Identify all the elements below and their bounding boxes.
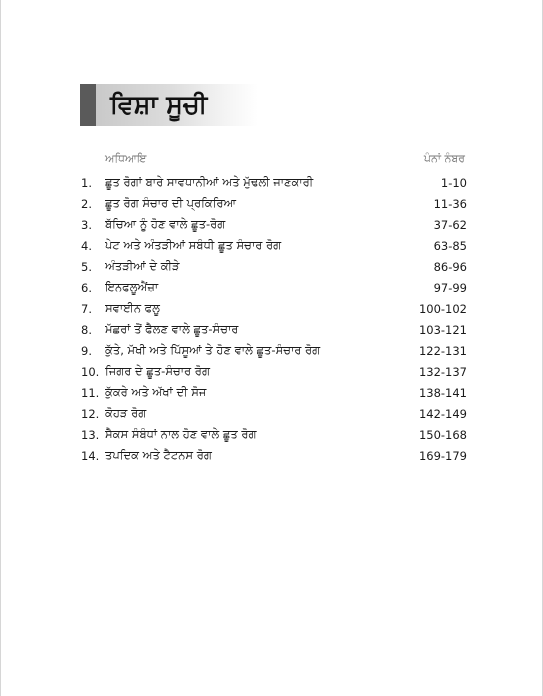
toc-entry-number: 8. bbox=[81, 322, 92, 337]
toc-entry-title: ਸਵਾਈਨ ਫਲੂ bbox=[105, 301, 160, 315]
toc-entry-title: ਤਪਦਿਕ ਅਤੇ ਟੈਟਨਸ ਰੋਗ bbox=[105, 448, 212, 462]
toc-entry[interactable] bbox=[81, 445, 467, 466]
table-of-contents bbox=[81, 172, 467, 466]
toc-entry[interactable] bbox=[81, 277, 467, 298]
toc-entry-title: ਬੱਚਿਆ ਨੂੰ ਹੋਣ ਵਾਲੇ ਛੂਤ-ਰੋਗ bbox=[105, 217, 226, 231]
toc-entry-pages: 1-10 bbox=[440, 175, 467, 190]
toc-entry-pages: 103-121 bbox=[418, 322, 467, 337]
toc-entry-pages: 100-102 bbox=[418, 301, 467, 316]
toc-entry-number: 5. bbox=[81, 259, 92, 274]
toc-entry-title: ਕੁੱਤੇ, ਮੱਖੀ ਅਤੇ ਪਿੱਸੂਆਂ ਤੇ ਹੋਣ ਵਾਲੇ ਛੂਤ-ਸੰਚਾਰ ਰੋਗ bbox=[105, 343, 321, 357]
toc-entry-pages: 63-85 bbox=[433, 238, 467, 253]
toc-entry[interactable] bbox=[81, 172, 467, 193]
toc-entry-title: ਕੁੱਕਰੇ ਅਤੇ ਅੱਖਾਂ ਦੀ ਸੋਜ bbox=[105, 385, 207, 399]
toc-entry[interactable] bbox=[81, 256, 467, 277]
chapter-column-header: ਅਧਿਆਇ bbox=[105, 152, 147, 165]
toc-entry[interactable] bbox=[81, 361, 467, 382]
toc-entry-number: 2. bbox=[81, 196, 92, 211]
toc-entry[interactable] bbox=[81, 193, 467, 214]
toc-entry[interactable] bbox=[81, 298, 467, 319]
toc-entry-number: 7. bbox=[81, 301, 92, 316]
toc-entry-title: ਜਿਗਰ ਦੇ ਛੂਤ-ਸੰਚਾਰ ਰੋਗ bbox=[105, 364, 210, 378]
toc-entry-number: 11. bbox=[81, 385, 100, 400]
toc-entry-pages: 122-131 bbox=[418, 343, 467, 358]
toc-entry-title: ਕੋਹੜ ਰੋਗ bbox=[105, 406, 147, 420]
toc-entry-pages: 142-149 bbox=[418, 406, 467, 421]
toc-entry-pages: 132-137 bbox=[418, 364, 467, 379]
title-accent-bar bbox=[80, 84, 96, 126]
toc-entry-number: 3. bbox=[81, 217, 92, 232]
toc-entry-title: ਸੈਕਸ ਸੰਬੰਧਾਂ ਨਾਲ ਹੋਣ ਵਾਲੇ ਛੂਤ ਰੋਗ bbox=[105, 427, 257, 441]
title-background bbox=[96, 84, 258, 126]
title-banner bbox=[80, 84, 258, 126]
page-number-column-header: ਪੰਨਾਂ ਨੰਬਰ bbox=[423, 152, 465, 165]
toc-entry[interactable] bbox=[81, 403, 467, 424]
toc-entry-number: 4. bbox=[81, 238, 92, 253]
toc-entry-number: 13. bbox=[81, 427, 100, 442]
toc-entry[interactable] bbox=[81, 382, 467, 403]
toc-entry-pages: 150-168 bbox=[418, 427, 467, 442]
toc-entry-title: ਅੰਤੜੀਆਂ ਦੇ ਕੀੜੇ bbox=[105, 259, 180, 273]
toc-entry[interactable] bbox=[81, 214, 467, 235]
toc-entry-pages: 138-141 bbox=[418, 385, 467, 400]
page-title: ਵਿਸ਼ਾ ਸੂਚੀ bbox=[110, 90, 208, 119]
toc-entry-title: ਮੱਛਰਾਂ ਤੋਂ ਫੈਲਣ ਵਾਲੇ ਛੂਤ-ਸੰਚਾਰ bbox=[105, 322, 239, 336]
toc-entry[interactable] bbox=[81, 424, 467, 445]
toc-entry[interactable] bbox=[81, 319, 467, 340]
toc-entry-pages: 97-99 bbox=[433, 280, 467, 295]
toc-entry-title: ਛੂਤ ਰੋਗਾਂ ਬਾਰੇ ਸਾਵਧਾਨੀਆਂ ਅਤੇ ਮੁੱਢਲੀ ਜਾਣਕਾਰੀ bbox=[105, 175, 314, 189]
toc-entry-number: 12. bbox=[81, 406, 100, 421]
toc-header-row bbox=[105, 152, 465, 168]
toc-entry-pages: 37-62 bbox=[433, 217, 467, 232]
toc-entry-title: ਇਨਫਲੂਐਂਜ਼ਾ bbox=[105, 280, 159, 294]
toc-entry[interactable] bbox=[81, 235, 467, 256]
toc-entry-number: 14. bbox=[81, 448, 100, 463]
toc-entry-pages: 11-36 bbox=[433, 196, 467, 211]
toc-entry-pages: 86-96 bbox=[433, 259, 467, 274]
toc-entry-title: ਪੇਟ ਅਤੇ ਅੰਤੜੀਆਂ ਸਬੰਧੀ ਛੂਤ ਸੰਚਾਰ ਰੋਗ bbox=[105, 238, 282, 252]
toc-entry[interactable] bbox=[81, 340, 467, 361]
toc-entry-number: 1. bbox=[81, 175, 92, 190]
toc-entry-number: 9. bbox=[81, 343, 92, 358]
toc-entry-pages: 169-179 bbox=[418, 448, 467, 463]
toc-entry-title: ਛੂਤ ਰੋਗ ਸੰਚਾਰ ਦੀ ਪ੍ਰਕਿਰਿਆ bbox=[105, 196, 237, 210]
toc-entry-number: 6. bbox=[81, 280, 92, 295]
toc-entry-number: 10. bbox=[81, 364, 100, 379]
